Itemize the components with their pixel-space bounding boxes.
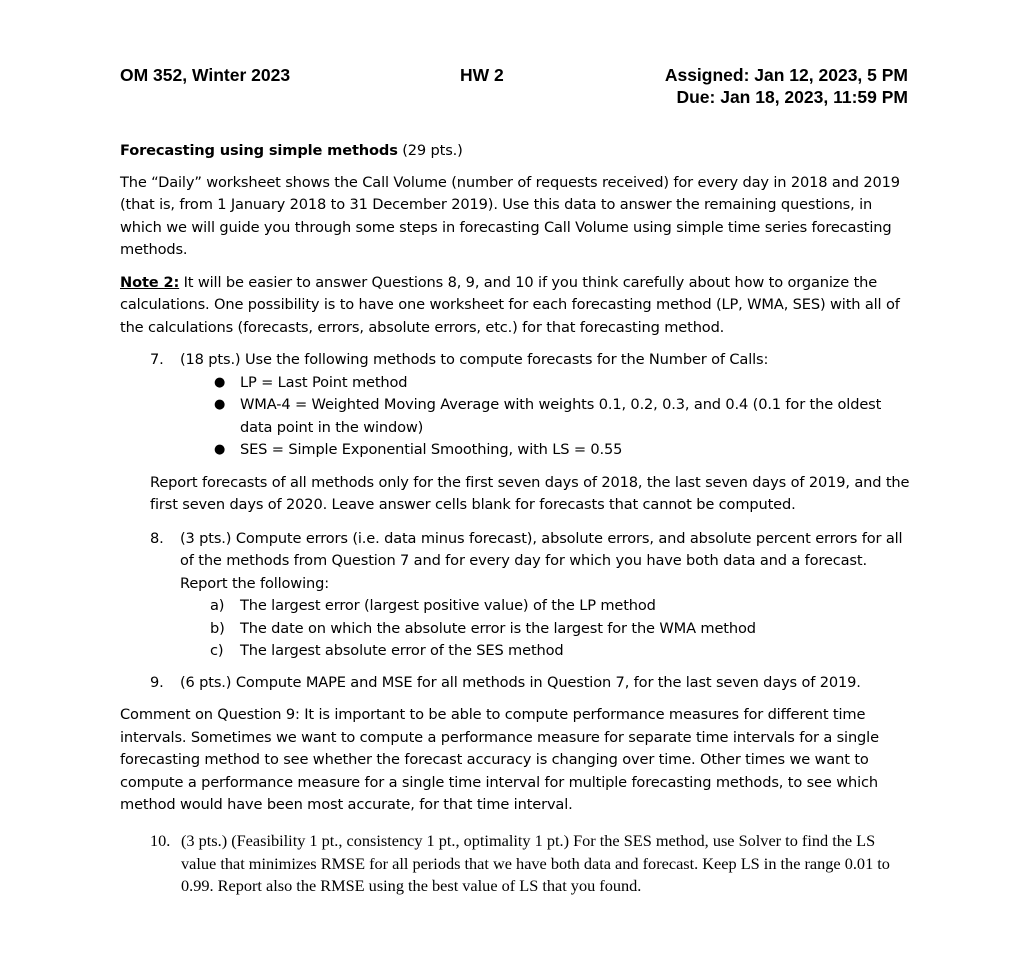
- question-text: (3 pts.) (Feasibility 1 pt., consistency 1 pt., optimality 1 pt.) For the SES method, use Solver to find the LS value that minimizes RMSE for all periods that we have both data and forecast. Keep LS in the range 0.01 to 0.99. Report also the RMSE using the best value of LS that you found.: [181, 831, 890, 895]
- question-9: [120, 672, 910, 695]
- bullet-text: WMA-4 = Weighted Moving Average with weights 0.1, 0.2, 0.3, and 0.4 (0.1 for the oldest data point in the window): [240, 396, 882, 436]
- note-label: Note 2:: [120, 273, 180, 291]
- question-number: 9.: [150, 673, 164, 691]
- section-title-text: Forecasting using simple methods: [120, 142, 398, 159]
- sub-text: The date on which the absolute error is the largest for the WMA method: [240, 619, 756, 637]
- question-list-continued: [120, 528, 910, 695]
- bullet-text: LP = Last Point method: [240, 373, 408, 391]
- question-text: (6 pts.) Compute MAPE and MSE for all methods in Question 7, for the last seven days of 2019.: [180, 673, 861, 691]
- sub-label: c): [210, 642, 224, 659]
- question-number: 10.: [150, 831, 171, 850]
- list-item: [180, 394, 910, 439]
- list-item: [180, 640, 910, 663]
- assigned-date: Assigned: Jan 12, 2023, 5 PM: [664, 65, 908, 85]
- sub-text: The largest error (largest positive value) of the LP method: [240, 597, 656, 614]
- question-number: 7.: [150, 351, 164, 368]
- question-8: [120, 528, 910, 663]
- question-list: [120, 349, 910, 462]
- document-body: [120, 140, 910, 827]
- list-item: [180, 618, 910, 641]
- sub-label: b): [210, 619, 225, 637]
- intro-paragraph: The “Daily” worksheet shows the Call Volume (number of requests received) for every day in 2018 and 2019 (that is, from 1 January 2018 to 31 December 2019). Use this data to answer the remaining questions, in which we will guide you through some steps in forecasting Call Volume using simple time series forecasting methods.: [120, 173, 900, 258]
- question-text: (3 pts.) Compute errors (i.e. data minus forecast), absolute errors, and absolute percent errors for all of the methods from Question 7 and for every day for which you have both data and a forecast. Report the following:: [180, 529, 903, 592]
- list-item: [180, 595, 910, 618]
- question-text: (18 pts.) Use the following methods to compute forecasts for the Number of Calls:: [180, 351, 769, 368]
- note-paragraph: [120, 272, 910, 340]
- course-title: OM 352, Winter 2023: [120, 65, 291, 85]
- page-header: [120, 64, 908, 112]
- note-text: It will be easier to answer Questions 8, 9, and 10 if you think carefully about how to organize the calculations. One possibility is to have one worksheet for each forecasting method (LP, WMA, SES) with all of the calculations (forecasts, errors, absolute errors, etc.) for that forecasting method.: [120, 273, 900, 336]
- bullet-icon: ●: [214, 397, 226, 412]
- bullet-icon: ●: [214, 442, 226, 457]
- report-paragraph: Report forecasts of all methods only for the first seven days of 2018, the last seven days of 2019, and the first seven days of 2020. Leave answer cells blank for forecasts that cannot be computed.: [150, 473, 910, 513]
- homework-label: HW 2: [460, 65, 504, 85]
- question-number: 8.: [150, 529, 164, 547]
- question-7: [120, 349, 910, 462]
- bullet-icon: ●: [214, 374, 226, 390]
- comment-paragraph: Comment on Question 9: It is important to be able to compute performance measures for different time intervals. Sometimes we want to compute a performance measure for separate time intervals for a single forecasting method to see whether the forecast accuracy is changing over time. Other times we want to compute a performance measure for a single time interval for multiple forecasting methods, to see which method would have been most accurate, for that time interval.: [120, 706, 879, 813]
- sub-label: a): [210, 597, 225, 614]
- date-block: [665, 64, 908, 108]
- method-bullet-list: [180, 372, 910, 462]
- due-date: Due: Jan 18, 2023, 11:59 PM: [676, 87, 908, 107]
- sub-text: The largest absolute error of the SES method: [240, 642, 564, 659]
- sub-question-list: [180, 595, 910, 663]
- list-item: [180, 372, 910, 395]
- question-10: [150, 830, 910, 898]
- section-title: [120, 140, 910, 163]
- section-points: (29 pts.): [402, 142, 463, 159]
- bullet-text: SES = Simple Exponential Smoothing, with LS = 0.55: [240, 441, 623, 458]
- list-item: [180, 439, 910, 462]
